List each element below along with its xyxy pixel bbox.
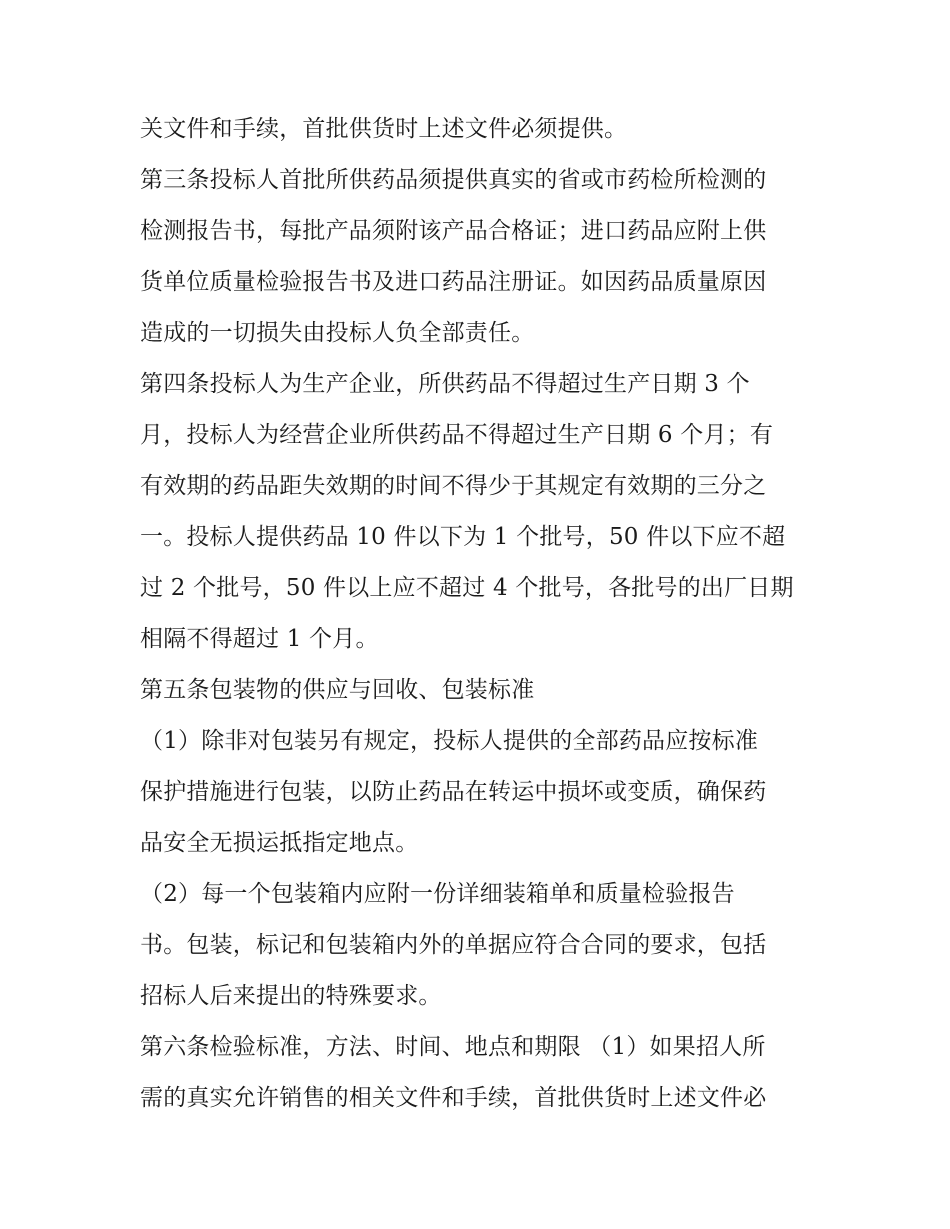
text-line: 有效期的药品距失效期的时间不得少于其规定有效期的三分之 [140, 473, 767, 499]
text-line: 月，投标人为经营企业所供药品不得超过生产日期 6 个月；有 [140, 422, 774, 448]
text-line: 关文件和手续，首批供货时上述文件必须提供。 [140, 116, 628, 142]
text-line: 检测报告书，每批产品须附该产品合格证；进口药品应附上供 [140, 218, 767, 244]
text-line: 造成的一切损失由投标人负全部责任。 [140, 320, 535, 346]
document-body [140, 104, 820, 1124]
text-line: 书。包装，标记和包装箱内外的单据应符合合同的要求，包括 [140, 932, 767, 958]
text-line: （1）除非对包装另有规定，投标人提供的全部药品应按标准 [140, 728, 759, 754]
text-line: 第四条投标人为生产企业，所供药品不得超过生产日期 3 个 [140, 371, 750, 397]
text-line: 需的真实允许销售的相关文件和手续，首批供货时上述文件必 [140, 1085, 767, 1111]
text-line: 相隔不得超过 1 个月。 [140, 626, 379, 652]
text-line: 一。投标人提供药品 10 件以下为 1 个批号，50 件以下应不超 [140, 524, 786, 550]
text-line: 货单位质量检验报告书及进口药品注册证。如因药品质量原因 [140, 269, 767, 295]
text-line: 保护措施进行包装，以防止药品在转运中损坏或变质，确保药 [140, 779, 767, 805]
text-line: （2）每一个包装箱内应附一份详细装箱单和质量检验报告 [140, 881, 735, 907]
text-line: 过 2 个批号，50 件以上应不超过 4 个批号，各批号的出厂日期 [140, 575, 794, 601]
text-line: 第六条检验标准，方法、时间、地点和期限 （1）如果招人所 [140, 1034, 766, 1060]
text-line: 第五条包装物的供应与回收、包装标准 [140, 677, 535, 703]
text-line: 招标人后来提出的特殊要求。 [140, 983, 442, 1009]
text-line: 品安全无损运抵指定地点。 [140, 830, 419, 856]
text-line: 第三条投标人首批所供药品须提供真实的省或市药检所检测的 [140, 167, 767, 193]
